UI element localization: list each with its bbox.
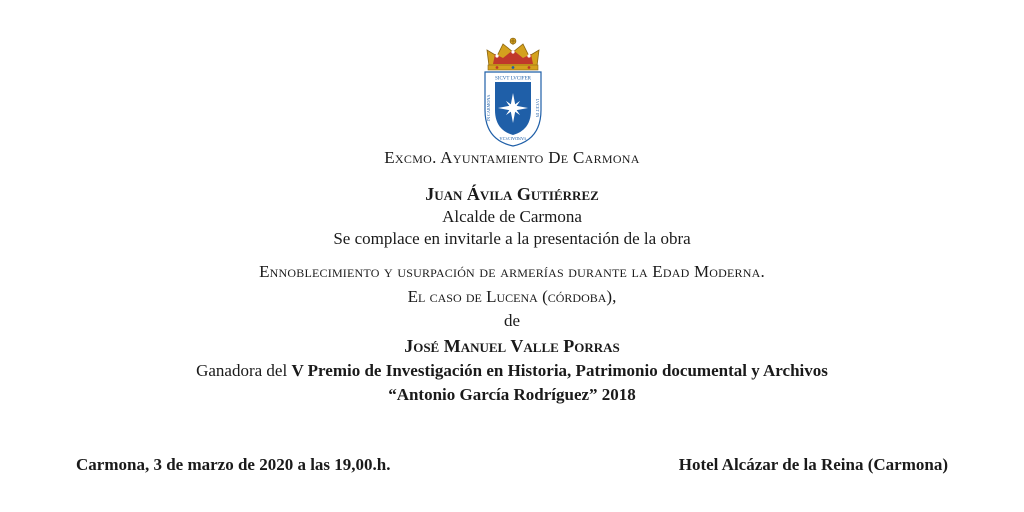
host-name: Juan Ávila Gutiérrez xyxy=(425,184,599,204)
issuer-title: Excmo. Ayuntamiento De Carmona xyxy=(384,148,640,167)
prize-line xyxy=(0,361,1024,381)
invitation-text: Se complace en invitarle a la presentación de la obra xyxy=(333,229,691,248)
host-title: Alcalde de Carmona xyxy=(442,207,582,226)
event-date: Carmona, 3 de marzo de 2020 a las 19,00.h. xyxy=(76,455,391,474)
prize-name: V Premio de Investigación en Historia, Patrimonio documental y Archivos xyxy=(291,361,828,380)
work-title-line1: Ennoblecimiento y usurpación de armerías durante la Edad Moderna. xyxy=(259,262,765,281)
by-label: de xyxy=(503,311,521,330)
crest-motto-right: LVCET IN xyxy=(535,98,540,118)
event-venue: Hotel Alcázar de la Reina (Carmona) xyxy=(678,455,948,474)
prize-prefix: Ganadora del xyxy=(196,361,292,380)
author-name: José Manuel Valle Porras xyxy=(404,336,620,356)
carmona-coat-of-arms-icon xyxy=(479,36,547,148)
prize-name-line2: “Antonio García Rodríguez” 2018 xyxy=(388,385,636,404)
crest-motto-left: IN CARMONA xyxy=(486,94,491,122)
crest-motto-top: SICVT LVCIFER xyxy=(495,76,531,82)
crest-motto-bottom: VANDALVCIA xyxy=(499,136,527,141)
work-title-line2: El caso de Lucena (córdoba), xyxy=(407,287,617,306)
